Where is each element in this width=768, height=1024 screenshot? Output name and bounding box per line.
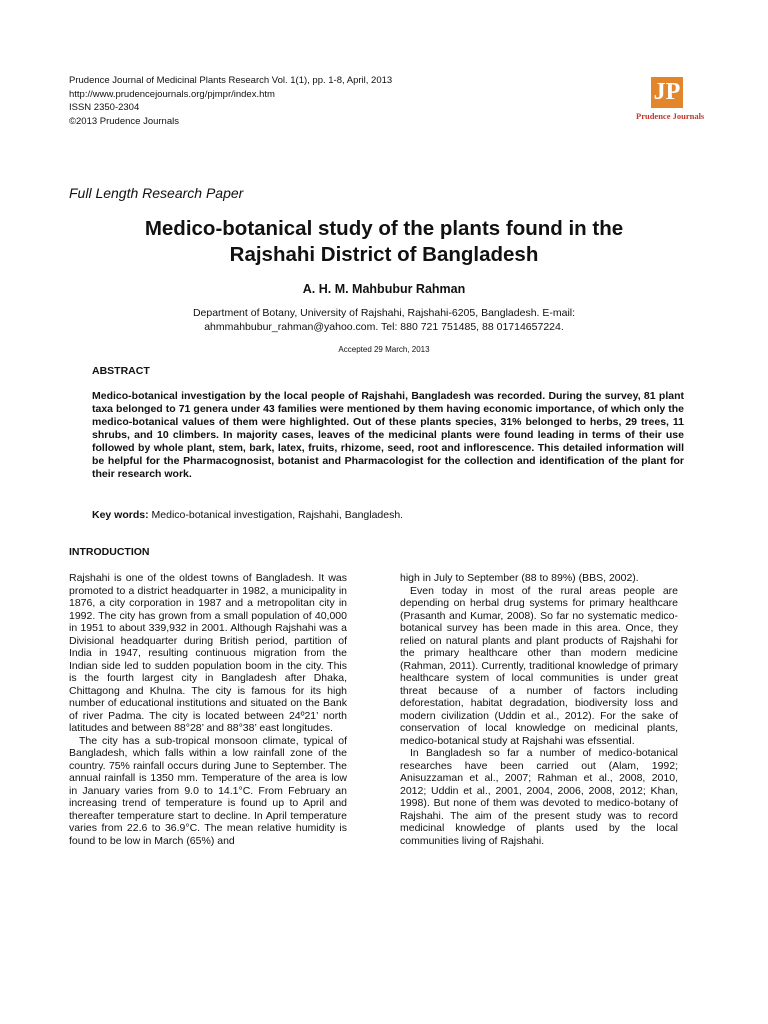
- logo-glyph: JP: [653, 79, 681, 105]
- left-column: [69, 572, 347, 847]
- journal-issn: ISSN 2350-2304: [69, 102, 140, 113]
- logo-text: Prudence Journals: [636, 111, 705, 121]
- journal-copyright: ©2013 Prudence Journals: [69, 115, 179, 127]
- introduction-heading: INTRODUCTION: [69, 546, 150, 558]
- affiliation-line-1: Department of Botany, University of Rajshahi, Rajshahi-6205, Bangladesh. E-mail:: [192, 307, 576, 319]
- title-line-2: Rajshahi District of Bangladesh: [229, 243, 539, 266]
- paper-type: Full Length Research Paper: [69, 185, 244, 201]
- paragraph: Rajshahi is one of the oldest towns of Bangladesh. It was promoted to a district headquarter in 1982, a municipality in 1876, a city corporation in 1987 and a metropolitan city in 1992. The city has grown from a small population of 40,000 in 1951 to about 339,932 in 2001. Although Rajshahi was a Divisional headquarter during British period, partition of India in 1947, resulting continuous migration from the Indian side led to sudden population boom in the city. This is the fourth largest city in Bangladesh after Dhaka, Chittagong and Khulna. The city is famous for its high number of educational institutions and situated on the Bank of river Padma. The city is located between 24º21’ north latitudes and between 88°28’ and 88°38’ east longitudes.: [69, 572, 347, 734]
- keywords-text: Medico-botanical investigation, Rajshahi, Bangladesh.: [151, 509, 404, 521]
- paragraph: In Bangladesh so far a number of medico-botanical researches have been carried out (Alam, 1992; Anisuzzaman et al., 2007; Rahman et al., 2008, 2010, 2012; Uddin et al., 2001, 2004, 2006, 2008, 2012; Khan, 1998). But none of them was devoted to medico-botany of Rajshahi. The aim of the present study was to record medicinal knowledge of plants used by the local communities living of Rajshahi.: [400, 747, 678, 847]
- abstract-heading: ABSTRACT: [92, 365, 150, 377]
- title-line-1: Medico-botanical study of the plants found in the: [144, 217, 624, 240]
- paragraph: The city has a sub-tropical monsoon climate, typical of Bangladesh, which falls within a low rainfall zone of the country. 75% rainfall occurs during June to September. The annual rainfall is 1350 mm. Temperature of the area is low in January varies from 9.0 to 14.1°C. From February an increasing trend of temperature is found up to April and thereafter temperature start to decline. In April temperature varies from 22.6 to 36.9°C. The mean relative humidity is found to be low in March (65%) and: [69, 734, 347, 847]
- accepted-date: Accepted 29 March, 2013: [338, 345, 430, 354]
- paragraph: Even today in most of the rural areas people are depending on herbal drug systems for primary healthcare (Prasanth and Kumar, 2008). So far no systematic medico-botanical survey has been made in this area. Once, they relied on natural plants and plant products of Rajshahi for the primary healthcare other than modern medicine (Rahman, 2011). Currently, traditional knowledge of primary healthcare system of local communities is under great threat because of a number of factors including deforestation, habitat degradation, biodiversity loss and modern civilization (Uddin et al., 2012). For the sake of conservation of local knowledge on medicinal plants, medico-botanical study at Rajshahi was efssential.: [400, 584, 678, 747]
- author-affiliation: [69, 306, 699, 334]
- paper-title: [69, 216, 699, 268]
- affiliation-line-2: ahmmahbubur_rahman@yahoo.com. Tel: 880 721 751485, 88 01714657224.: [204, 321, 564, 333]
- abstract-body: Medico-botanical investigation by the local people of Rajshahi, Bangladesh was recorded. During the survey, 81 plant taxa belonged to 71 genera under 43 families were mentioned by them having economic importance, of which only the medico-botanical values of them were highlighted. Out of these plants species, 31% belonged to herbs, 29 trees, 11 shrubs, and 10 climbers. In majority cases, leaves of the medicinal plants were found leading in terms of their use followed by whole plant, stem, bark, latex, fruits, rhizome, seed, root and inflorescence. This detailed information will be helpful for the Pharmacognosist, botanist and Pharmacologist for the collection and identification of the plant for their research work.: [92, 390, 684, 480]
- keywords-label: Key words:: [92, 509, 149, 521]
- right-column: [400, 572, 678, 847]
- author-name: A. H. M. Mahbubur Rahman: [302, 282, 466, 296]
- paragraph: high in July to September (88 to 89%) (BBS, 2002).: [400, 572, 639, 584]
- journal-citation: Prudence Journal of Medicinal Plants Research Vol. 1(1), pp. 1-8, April, 2013: [69, 75, 393, 86]
- journal-url[interactable]: http://www.prudencejournals.org/pjmpr/index.htm: [69, 88, 275, 100]
- keywords: [92, 509, 403, 521]
- journal-header: [69, 74, 392, 128]
- publisher-logo: [636, 77, 716, 122]
